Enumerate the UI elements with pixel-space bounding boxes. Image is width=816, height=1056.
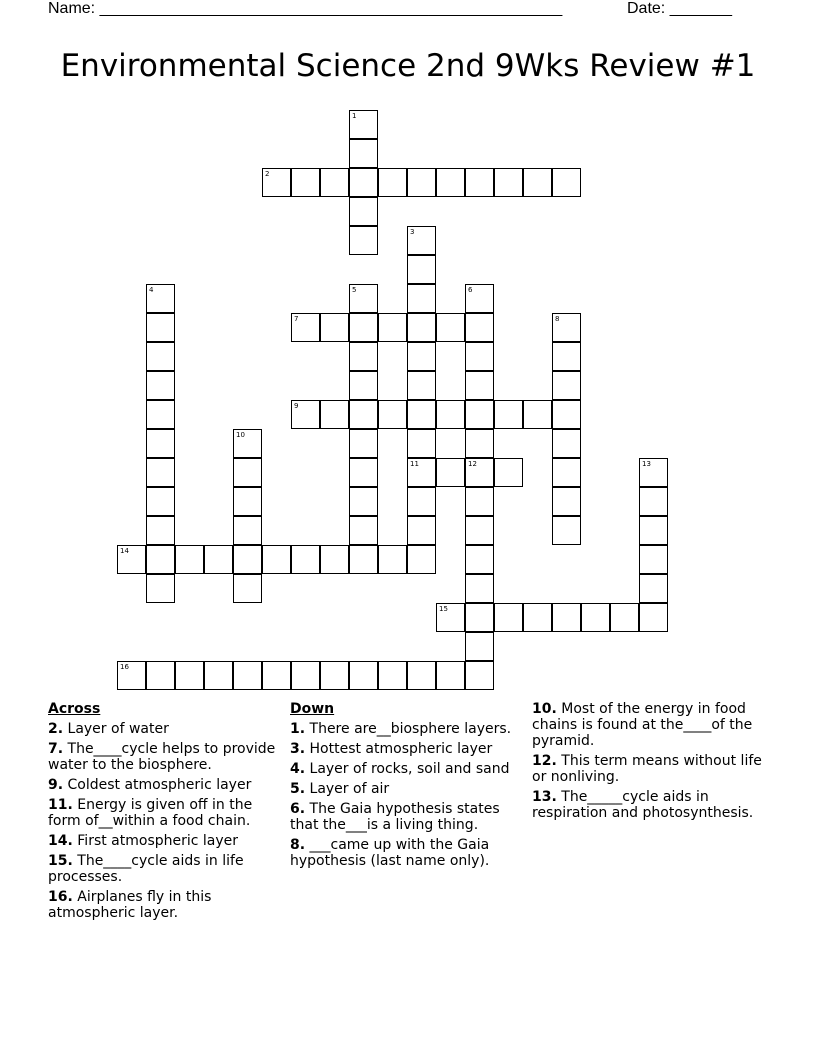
clue-across-2: 2. Layer of water <box>48 721 169 737</box>
clue-number: 3 <box>410 228 415 236</box>
grid-cell[interactable] <box>436 313 465 342</box>
grid-cell[interactable] <box>552 429 581 458</box>
clue-number: 15 <box>439 605 448 613</box>
grid-cell[interactable] <box>465 284 494 313</box>
grid-cell[interactable] <box>407 342 436 371</box>
grid-cell[interactable] <box>465 429 494 458</box>
grid-cell[interactable] <box>465 371 494 400</box>
grid-cell[interactable] <box>407 284 436 313</box>
grid-cell[interactable] <box>407 168 436 197</box>
grid-cell[interactable] <box>465 545 494 574</box>
grid-cell[interactable] <box>320 400 349 429</box>
grid-cell[interactable] <box>117 545 146 574</box>
clue-number: 2 <box>265 170 270 178</box>
grid-cell[interactable] <box>378 400 407 429</box>
clue-number: 5 <box>352 286 357 294</box>
grid-cell[interactable] <box>146 516 175 545</box>
grid-cell[interactable] <box>465 516 494 545</box>
grid-cell[interactable] <box>436 168 465 197</box>
grid-cell[interactable] <box>320 168 349 197</box>
grid-cell[interactable] <box>146 487 175 516</box>
grid-cell[interactable] <box>465 661 494 690</box>
grid-cell[interactable] <box>639 487 668 516</box>
down-clues-continued <box>532 701 768 825</box>
grid-cell[interactable] <box>523 400 552 429</box>
clue-down-8: 8. ___came up with the Gaia hypothesis (last name only). <box>290 837 490 869</box>
grid-cell[interactable] <box>465 313 494 342</box>
grid-cell[interactable] <box>639 545 668 574</box>
grid-cell[interactable] <box>407 661 436 690</box>
clue-number: 11 <box>410 460 419 468</box>
grid-cell[interactable] <box>146 284 175 313</box>
clue-number: 12 <box>468 460 477 468</box>
grid-cell[interactable] <box>349 661 378 690</box>
grid-cell[interactable] <box>465 632 494 661</box>
grid-cell[interactable] <box>291 400 320 429</box>
grid-cell[interactable] <box>349 429 378 458</box>
grid-cell[interactable] <box>465 400 494 429</box>
clue-across-9: 9. Coldest atmospheric layer <box>48 777 252 793</box>
clue-number: 1 <box>352 112 357 120</box>
grid-cell[interactable] <box>407 400 436 429</box>
grid-cell[interactable] <box>523 168 552 197</box>
clue-number: 7 <box>294 315 299 323</box>
grid-cell[interactable] <box>349 313 378 342</box>
clue-number: 10 <box>236 431 245 439</box>
grid-cell[interactable] <box>552 371 581 400</box>
grid-cell[interactable] <box>465 458 494 487</box>
clue-down-3: 3. Hottest atmospheric layer <box>290 741 493 757</box>
grid-cell[interactable] <box>146 313 175 342</box>
grid-cell[interactable] <box>552 487 581 516</box>
clue-across-15: 15. The____cycle aids in life processes. <box>48 853 244 885</box>
grid-cell[interactable] <box>146 400 175 429</box>
grid-cell[interactable] <box>610 603 639 632</box>
grid-cell[interactable] <box>320 545 349 574</box>
grid-cell[interactable] <box>233 458 262 487</box>
grid-cell[interactable] <box>233 661 262 690</box>
across-clues <box>48 701 280 925</box>
grid-cell[interactable] <box>117 661 146 690</box>
grid-cell[interactable] <box>639 603 668 632</box>
grid-cell[interactable] <box>146 342 175 371</box>
grid-cell[interactable] <box>233 574 262 603</box>
grid-cell[interactable] <box>349 110 378 139</box>
clue-down-4: 4. Layer of rocks, soil and sand <box>290 761 510 777</box>
grid-cell[interactable] <box>233 516 262 545</box>
grid-cell[interactable] <box>349 545 378 574</box>
grid-cell[interactable] <box>436 400 465 429</box>
grid-cell[interactable] <box>552 342 581 371</box>
grid-cell[interactable] <box>407 429 436 458</box>
grid-cell[interactable] <box>349 342 378 371</box>
grid-cell[interactable] <box>146 545 175 574</box>
grid-cell[interactable] <box>581 603 610 632</box>
across-heading: Across <box>48 701 101 717</box>
grid-cell[interactable] <box>320 661 349 690</box>
grid-cell[interactable] <box>436 661 465 690</box>
grid-cell[interactable] <box>233 545 262 574</box>
grid-cell[interactable] <box>146 429 175 458</box>
grid-cell[interactable] <box>262 168 291 197</box>
clue-number: 16 <box>120 663 129 671</box>
name-field-line[interactable]: Name: ____________________________________________________ <box>48 0 563 17</box>
grid-cell[interactable] <box>291 661 320 690</box>
grid-cell[interactable] <box>349 197 378 226</box>
grid-cell[interactable] <box>639 574 668 603</box>
clue-down-6: 6. The Gaia hypothesis states that the___is a living thing. <box>290 801 500 833</box>
clue-down-1: 1. There are__biosphere layers. <box>290 721 512 737</box>
grid-cell[interactable] <box>233 429 262 458</box>
grid-cell[interactable] <box>552 603 581 632</box>
grid-cell[interactable] <box>407 545 436 574</box>
grid-cell[interactable] <box>494 400 523 429</box>
clue-number: 14 <box>120 547 129 555</box>
grid-cell[interactable] <box>349 168 378 197</box>
clue-across-16: 16. Airplanes fly in this atmospheric layer. <box>48 889 212 921</box>
grid-cell[interactable] <box>378 313 407 342</box>
grid-cell[interactable] <box>146 574 175 603</box>
down-clues <box>290 701 522 873</box>
grid-cell[interactable] <box>552 313 581 342</box>
grid-cell[interactable] <box>494 458 523 487</box>
clue-across-14: 14. First atmospheric layer <box>48 833 239 849</box>
grid-cell[interactable] <box>639 458 668 487</box>
grid-cell[interactable] <box>349 139 378 168</box>
grid-cell[interactable] <box>349 371 378 400</box>
grid-cell[interactable] <box>407 255 436 284</box>
clue-number: 8 <box>555 315 560 323</box>
grid-cell[interactable] <box>349 516 378 545</box>
grid-cell[interactable] <box>407 313 436 342</box>
grid-cell[interactable] <box>465 574 494 603</box>
grid-cell[interactable] <box>407 371 436 400</box>
grid-cell[interactable] <box>436 603 465 632</box>
grid-cell[interactable] <box>465 487 494 516</box>
grid-cell[interactable] <box>639 516 668 545</box>
clue-number: 9 <box>294 402 299 410</box>
grid-cell[interactable] <box>349 284 378 313</box>
down-heading: Down <box>290 701 335 717</box>
grid-cell[interactable] <box>436 458 465 487</box>
grid-cell[interactable] <box>204 661 233 690</box>
puzzle-title: Environmental Science 2nd 9Wks Review #1 <box>60 48 756 84</box>
grid-cell[interactable] <box>378 661 407 690</box>
grid-cell[interactable] <box>407 516 436 545</box>
grid-cell[interactable] <box>262 661 291 690</box>
grid-cell[interactable] <box>175 545 204 574</box>
grid-cell[interactable] <box>407 226 436 255</box>
grid-cell[interactable] <box>204 545 233 574</box>
grid-cell[interactable] <box>262 545 291 574</box>
grid-cell[interactable] <box>465 603 494 632</box>
grid-cell[interactable] <box>494 168 523 197</box>
grid-cell[interactable] <box>494 603 523 632</box>
clue-number: 13 <box>642 460 651 468</box>
date-field-line[interactable]: Date: _______ <box>627 0 732 17</box>
clue-down-12: 12. This term means without life or nonliving. <box>532 753 762 785</box>
grid-cell[interactable] <box>146 458 175 487</box>
grid-cell[interactable] <box>378 545 407 574</box>
clue-down-5: 5. Layer of air <box>290 781 390 797</box>
clue-across-7: 7. The____cycle helps to provide water to the biosphere. <box>48 741 276 773</box>
grid-cell[interactable] <box>146 371 175 400</box>
clue-down-10: 10. Most of the energy in food chains is found at the____of the pyramid. <box>532 701 753 749</box>
grid-cell[interactable] <box>349 458 378 487</box>
clue-across-11: 11. Energy is given off in the form of__within a food chain. <box>48 797 253 829</box>
grid-cell[interactable] <box>349 226 378 255</box>
grid-cell[interactable] <box>552 516 581 545</box>
clue-down-13: 13. The_____cycle aids in respiration and photosynthesis. <box>532 789 754 821</box>
grid-cell[interactable] <box>552 168 581 197</box>
grid-cell[interactable] <box>233 487 262 516</box>
grid-cell[interactable] <box>349 400 378 429</box>
grid-cell[interactable] <box>291 313 320 342</box>
grid-cell[interactable] <box>349 487 378 516</box>
grid-cell[interactable] <box>320 313 349 342</box>
grid-cell[interactable] <box>552 400 581 429</box>
grid-cell[interactable] <box>291 168 320 197</box>
grid-cell[interactable] <box>465 168 494 197</box>
clue-number: 4 <box>149 286 154 294</box>
grid-cell[interactable] <box>146 661 175 690</box>
grid-cell[interactable] <box>291 545 320 574</box>
clue-number: 6 <box>468 286 473 294</box>
grid-cell[interactable] <box>407 487 436 516</box>
grid-cell[interactable] <box>523 603 552 632</box>
grid-cell[interactable] <box>175 661 204 690</box>
grid-cell[interactable] <box>407 458 436 487</box>
grid-cell[interactable] <box>465 342 494 371</box>
grid-cell[interactable] <box>552 458 581 487</box>
grid-cell[interactable] <box>378 168 407 197</box>
